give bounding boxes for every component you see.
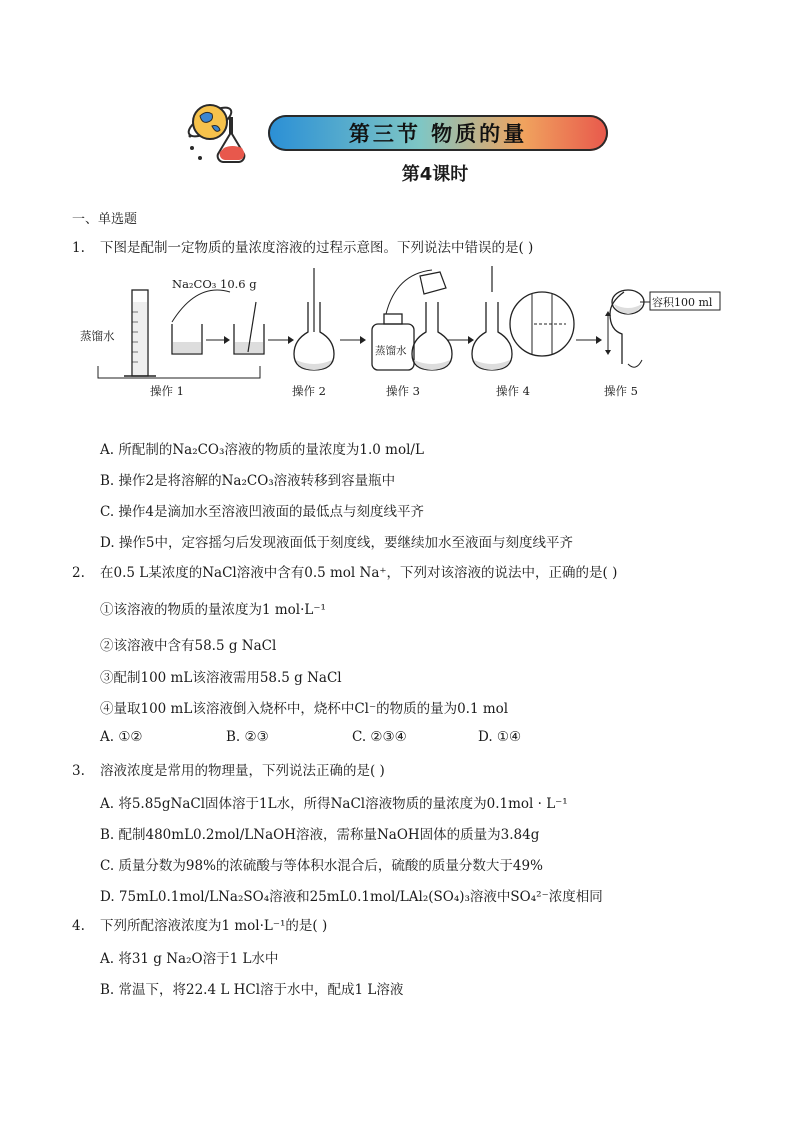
step-label: 操作 3 <box>386 384 420 398</box>
question-text: 下图是配制一定物质的量浓度溶液的过程示意图。下列说法中错误的是( ) <box>100 240 534 256</box>
globe-flask-icon <box>182 96 264 168</box>
step-label: 操作 4 <box>496 384 530 398</box>
choice-d: D. ①④ <box>478 729 522 745</box>
option-b: B. 常温下，将22.4 L HCl溶于水中，配成1 L溶液 <box>100 982 404 998</box>
figure-water-label: 蒸馏水 <box>80 329 115 343</box>
statement-item: ②该溶液中含有58.5 g NaCl <box>100 638 277 654</box>
figure-reagent-label: Na₂CO₃ 10.6 g <box>172 277 257 291</box>
step-label: 操作 5 <box>604 384 638 398</box>
choice-b: B. ②③ <box>226 729 269 745</box>
option-a: A. 将31 g Na₂O溶于1 L水中 <box>100 951 279 967</box>
option-b: B. 配制480mL0.2mol/LNaOH溶液，需称量NaOH固体的质量为3.84g <box>100 827 540 843</box>
statement-item: ④量取100 mL该溶液倒入烧杯中，烧杯中Cl⁻的物质的量为0.1 mol <box>100 701 509 717</box>
question-text: 下列所配溶液浓度为1 mol·L⁻¹的是( ) <box>100 918 328 934</box>
choice-a: A. ①② <box>100 729 143 745</box>
step-label: 操作 1 <box>150 384 184 398</box>
option-b: B. 操作2是将溶解的Na₂CO₃溶液转移到容量瓶中 <box>100 473 396 489</box>
option-a: A. 所配制的Na₂CO₃溶液的物质的量浓度为1.0 mol/L <box>100 442 424 458</box>
statement-item: ③配制100 mL该溶液需用58.5 g NaCl <box>100 670 342 686</box>
page-title: 第三节 物质的量 <box>348 122 528 146</box>
question-text: 溶液浓度是常用的物理量，下列说法正确的是( ) <box>100 763 385 779</box>
option-a: A. 将5.85gNaCl固体溶于1L水，所得NaCl溶液物质的量浓度为0.1mol · L⁻¹ <box>100 796 568 812</box>
question-number: 4. <box>72 918 85 934</box>
question-number: 3. <box>72 763 85 779</box>
choice-c: C. ②③④ <box>352 729 407 745</box>
page-subtitle: 第4课时 <box>401 164 469 185</box>
question-number: 2. <box>72 565 85 581</box>
figure-bottle-label: 蒸馏水 <box>375 345 407 357</box>
statement-item: ①该溶液的物质的量浓度为1 mol·L⁻¹ <box>100 602 326 618</box>
figure-capacity-label: 容积100 ml <box>652 296 713 309</box>
title-banner <box>268 115 608 151</box>
step-label: 操作 2 <box>292 384 326 398</box>
option-d: D. 75mL0.1mol/LNa₂SO₄溶液和25mL0.1mol/LAl₂(SO₄)₃溶液中SO₄²⁻浓度相同 <box>100 889 603 905</box>
option-d: D. 操作5中，定容摇匀后发现液面低于刻度线，要继续加水至液面与刻度线平齐 <box>100 535 574 551</box>
section-heading: 一、单选题 <box>72 212 138 227</box>
question-text: 在0.5 L某浓度的NaCl溶液中含有0.5 mol Na⁺，下列对该溶液的说法中，正确的是( ) <box>100 565 618 581</box>
option-c: C. 操作4是滴加水至溶液凹液面的最低点与刻度线平齐 <box>100 504 425 520</box>
option-c: C. 质量分数为98%的浓硫酸与等体积水混合后，硫酸的质量分数大于49% <box>100 858 543 874</box>
question-number: 1. <box>72 240 85 256</box>
